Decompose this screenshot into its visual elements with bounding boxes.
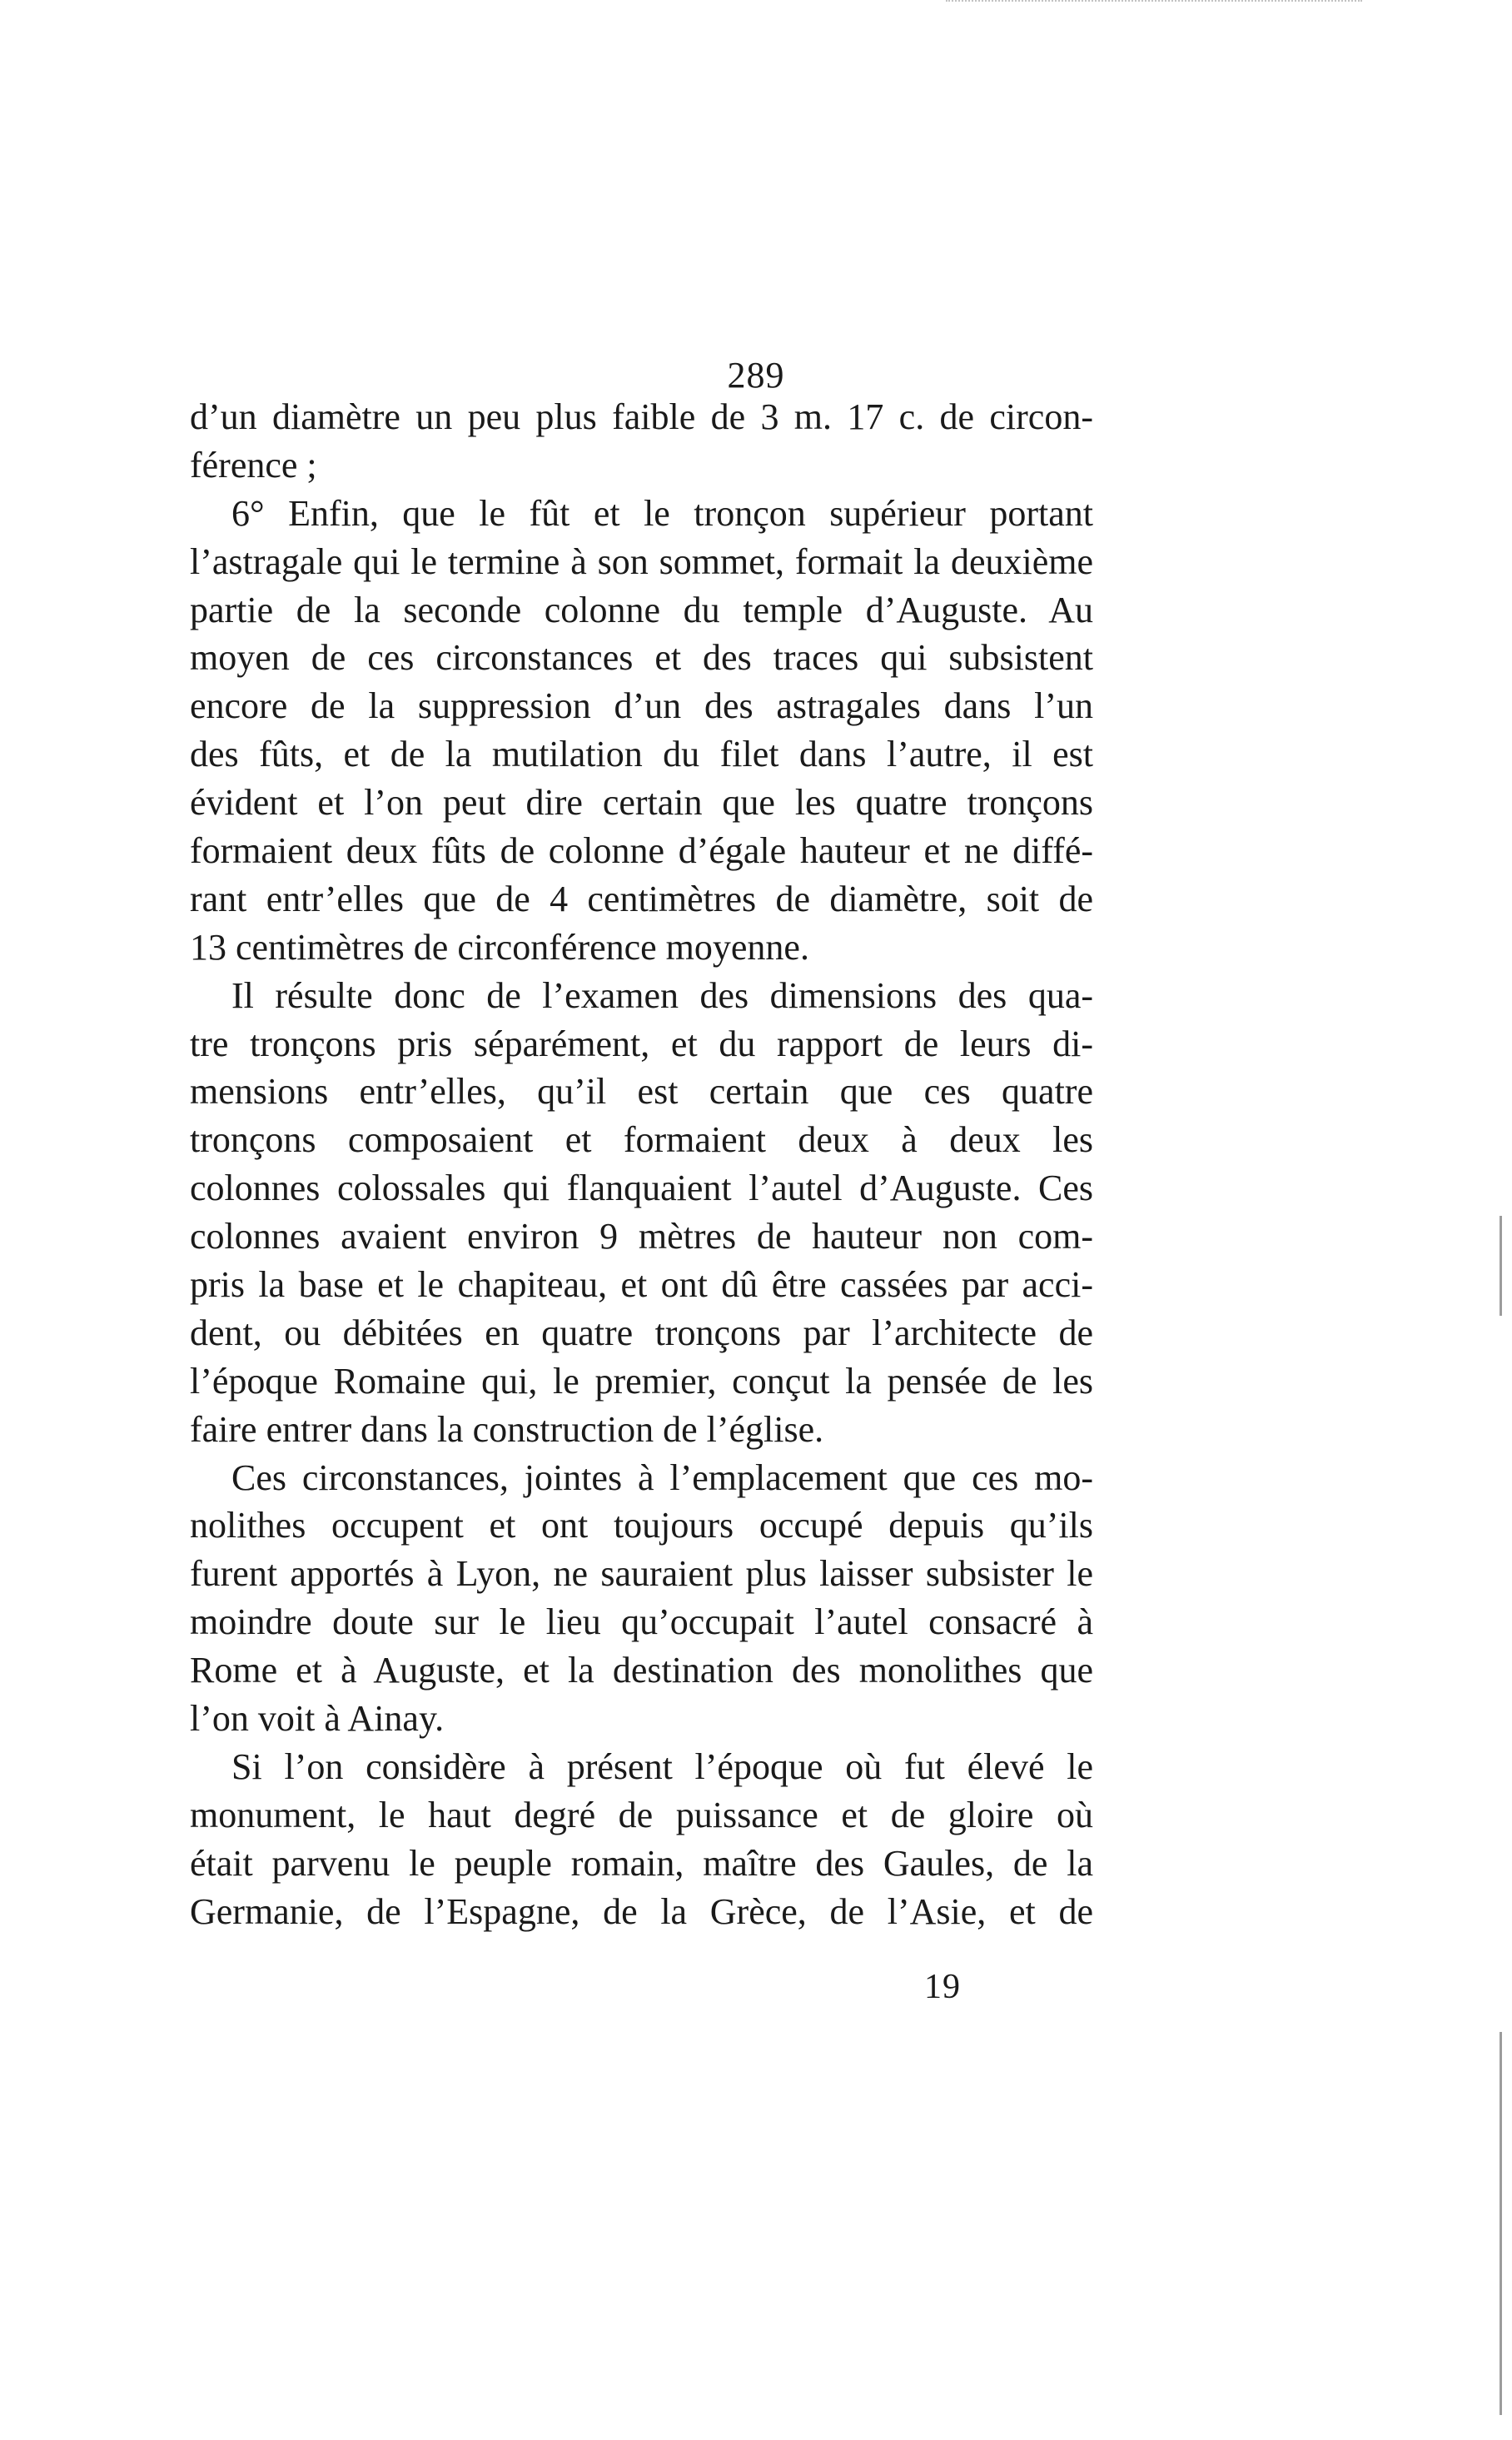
text-line: l’on voit à Ainay. [190, 1698, 445, 1740]
text-line: était parvenu le peuple romain, maître des Gaules, de la [190, 1842, 1093, 1884]
text-line: tronçons composaient et formaient deux à deux les [190, 1119, 1093, 1161]
scan-edge-mark [1500, 2032, 1502, 2415]
text-line: furent apportés à Lyon, ne sauraient plus laisser subsister le [190, 1553, 1093, 1595]
text-line: Germanie, de l’Espagne, de la Grèce, de l’Asie, et de [190, 1890, 1093, 1932]
text-line: tre tronçons pris séparément, et du rapport de leurs di- [190, 1023, 1093, 1064]
text-line: monument, le haut degré de puissance et de gloire où [190, 1794, 1093, 1835]
text-line: 13 centimètres de circonférence moyenne. [190, 926, 809, 968]
text-line: moindre doute sur le lieu qu’occupait l’autel consacré à [190, 1601, 1093, 1643]
text-line: rant entr’elles que de 4 centimètres de diamètre, soit de [190, 878, 1093, 919]
text-line: colonnes avaient environ 9 mètres de hauteur non com- [190, 1216, 1093, 1257]
text-line: encore de la suppression d’un des astragales dans l’un [190, 685, 1093, 727]
text-line: Si l’on considère à présent l’époque où fut élevé le [231, 1745, 1093, 1787]
text-line: l’astragale qui le termine à son sommet, formait la deuxième [190, 540, 1093, 582]
text-line: d’un diamètre un peu plus faible de 3 m. 17 c. de circon- [190, 396, 1093, 437]
text-line: Ces circonstances, jointes à l’emplacement que ces mo- [231, 1457, 1093, 1498]
text-line: dent, ou débitées en quatre tronçons par l’architecte de [190, 1312, 1093, 1353]
text-line: évident et l’on peut dire certain que les quatre tronçons [190, 782, 1093, 824]
text-line: Il résulte donc de l’examen des dimensions des qua- [231, 974, 1093, 1016]
signature-mark: 19 [924, 1968, 961, 2006]
text-line: formaient deux fûts de colonne d’égale hauteur et ne diffé- [190, 830, 1093, 872]
scan-edge-mark [1500, 1216, 1502, 1316]
text-line: l’époque Romaine qui, le premier, conçut la pensée de les [190, 1360, 1093, 1402]
text-line: nolithes occupent et ont toujours occupé depuis qu’ils [190, 1505, 1093, 1546]
text-line: des fûts, et de la mutilation du filet dans l’autre, il est [190, 734, 1093, 775]
text-line: colonnes colossales qui flanquaient l’autel d’Auguste. Ces [190, 1168, 1093, 1209]
text-line: 6° Enfin, que le fût et le tronçon supérieur portant [231, 492, 1093, 534]
text-line: Rome et à Auguste, et la destination des monolithes que [190, 1650, 1093, 1691]
text-line: mensions entr’elles, qu’il est certain que ces quatre [190, 1071, 1093, 1113]
body-text [190, 393, 1093, 1936]
text-line: moyen de ces circonstances et des traces qui subsistent [190, 637, 1093, 679]
text-line: faire entrer dans la construction de l’église. [190, 1408, 824, 1450]
text-line: partie de la seconde colonne du temple d’Auguste. Au [190, 589, 1093, 630]
text-line: pris la base et le chapiteau, et ont dû être cassées par acci- [190, 1264, 1093, 1306]
text-line: férence ; [190, 444, 317, 486]
page-number: 289 [727, 355, 785, 396]
scan-edge-noise [946, 0, 1362, 8]
